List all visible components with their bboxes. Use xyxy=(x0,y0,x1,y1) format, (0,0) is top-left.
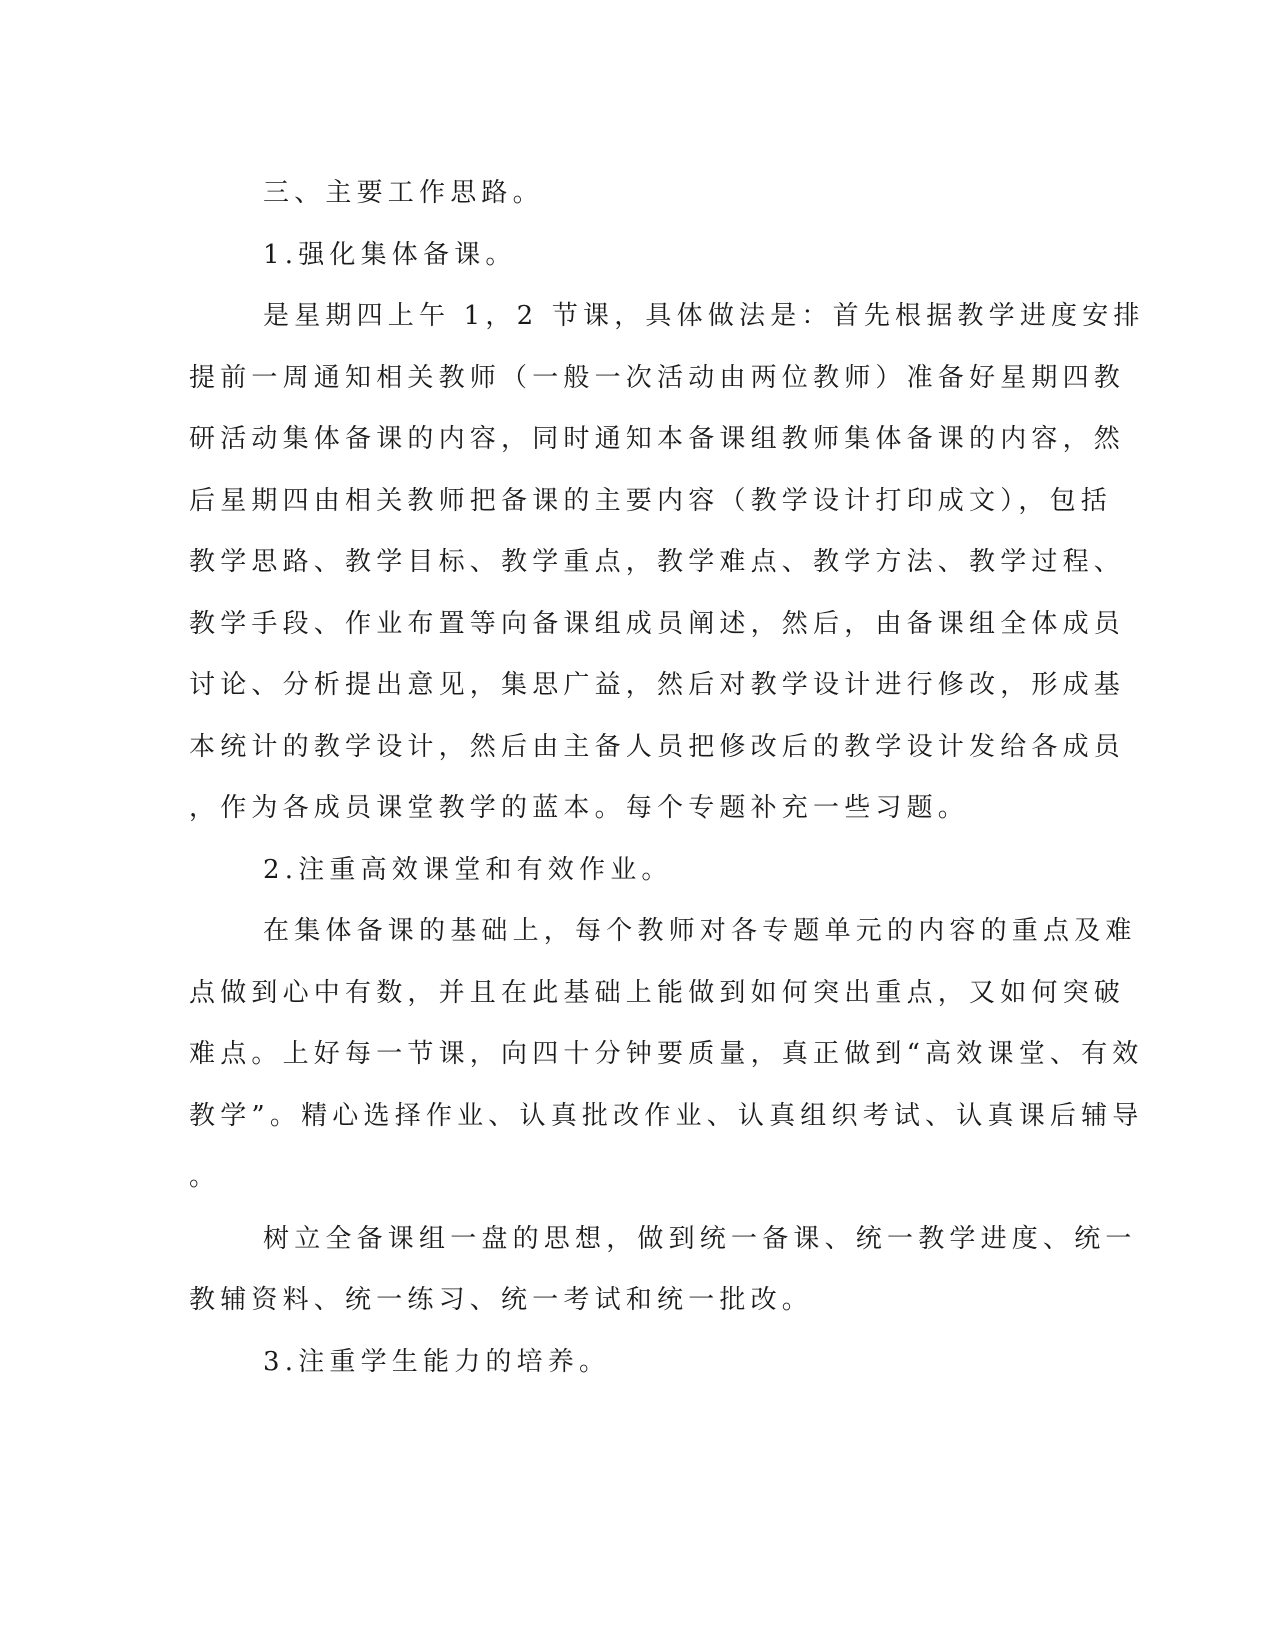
subheading-3: 3.注重学生能力的培养。 xyxy=(263,1346,611,1377)
paragraph-2-line-1: 在集体备课的基础上，每个教师对各专题单元的内容的重点及难 xyxy=(263,916,1137,946)
paragraph-1-line-6: 教学手段、作业布置等向备课组成员阐述，然后，由备课组全体成员 xyxy=(189,608,1126,639)
section-heading: 三、主要工作思路。 xyxy=(263,178,544,208)
paragraph-1-line-3: 研活动集体备课的内容，同时通知本备课组教师集体备课的内容，然 xyxy=(189,424,1126,454)
subheading-2: 2.注重高效课堂和有效作业。 xyxy=(263,854,673,885)
paragraph-1-line-2: 提前一周通知相关教师（一般一次活动由两位教师）准备好星期四教 xyxy=(189,362,1126,393)
paragraph-1-line-4: 后星期四由相关教师把备课的主要内容（教学设计打印成文），包括 xyxy=(189,485,1113,516)
document-body xyxy=(189,163,1145,1393)
paragraph-2-line-4: 教学”。精心选择作业、认真批改作业、认真组织考试、认真课后辅导 xyxy=(189,1100,1144,1131)
paragraph-1-line-7: 讨论、分析提出意见，集思广益，然后对教学设计进行修改，形成基 xyxy=(189,670,1126,700)
paragraph-1-line-5: 教学思路、教学目标、教学重点，教学难点、教学方法、教学过程、 xyxy=(189,547,1126,577)
paragraph-1-line-9: ，作为各成员课堂教学的蓝本。每个专题补充一些习题。 xyxy=(189,793,970,823)
paragraph-1-line-8: 本统计的教学设计，然后由主备人员把修改后的教学设计发给各成员 xyxy=(189,731,1126,762)
paragraph-3-line-1: 树立全备课组一盘的思想，做到统一备课、统一教学进度、统一 xyxy=(263,1223,1137,1254)
subheading-1: 1.强化集体备课。 xyxy=(263,239,517,270)
paragraph-2-line-2: 点做到心中有数，并且在此基础上能做到如何突出重点，又如何突破 xyxy=(189,977,1126,1008)
paragraph-1-line-1: 是星期四上午 1，2 节课，具体做法是：首先根据教学进度安排 xyxy=(263,301,1145,331)
paragraph-3-line-2: 教辅资料、统一练习、统一考试和统一批改。 xyxy=(189,1285,814,1315)
paragraph-2-line-5: 。 xyxy=(189,1162,221,1192)
paragraph-2-line-3: 难点。上好每一节课，向四十分钟要质量，真正做到“高效课堂、有效 xyxy=(189,1039,1144,1069)
